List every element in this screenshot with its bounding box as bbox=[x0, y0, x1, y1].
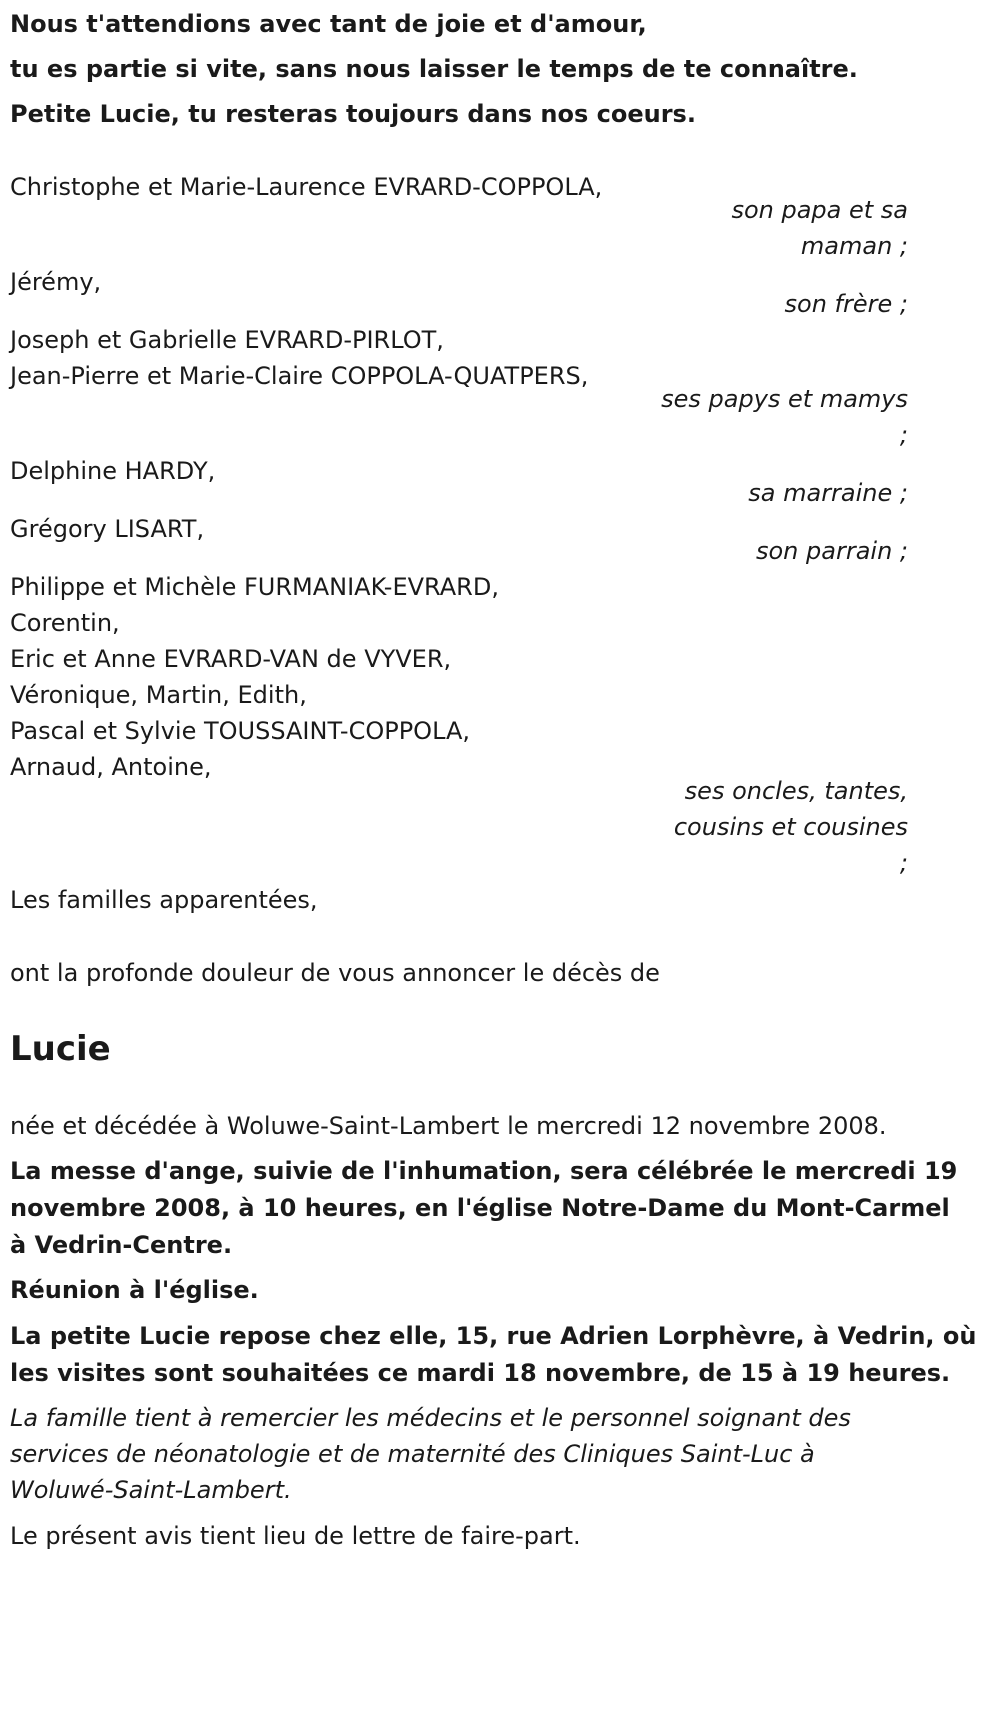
intro-line-1: Nous t'attendions avec tant de joie et d'amour, bbox=[10, 10, 647, 38]
meeting-info: Réunion à l'église. bbox=[10, 1276, 259, 1304]
relation-godfather: son parrain ; bbox=[755, 537, 908, 565]
related-families: Les familles apparentées, bbox=[10, 886, 318, 914]
relation-brother: son frère ; bbox=[784, 290, 908, 318]
family-names-godfather: Grégory LISART, bbox=[10, 515, 205, 543]
family-names-brother: Jérémy, bbox=[10, 268, 102, 296]
visits-info-line-2: les visites sont souhaitées ce mardi 18 novembre, de 15 à 19 heures. bbox=[10, 1359, 951, 1387]
thanks-line-3: Woluwé-Saint-Lambert. bbox=[10, 1476, 292, 1504]
birth-death-info: née et décédée à Woluwe-Saint-Lambert le mercredi 12 novembre 2008. bbox=[10, 1112, 887, 1140]
family-names-extended-3: Eric et Anne EVRARD-VAN de VYVER, bbox=[10, 645, 452, 673]
mass-info-line-1: La messe d'ange, suivie de l'inhumation, sera célébrée le mercredi 19 bbox=[10, 1157, 958, 1185]
family-names-extended-5: Pascal et Sylvie TOUSSAINT-COPPOLA, bbox=[10, 717, 471, 745]
relation-extended-line-3: ; bbox=[899, 849, 908, 877]
closing-statement: Le présent avis tient lieu de lettre de faire-part. bbox=[10, 1522, 581, 1550]
mass-info-line-2: novembre 2008, à 10 heures, en l'église Notre-Dame du Mont-Carmel bbox=[10, 1194, 950, 1222]
relation-parents-line-1: son papa et sa bbox=[731, 196, 908, 224]
family-names-extended-2: Corentin, bbox=[10, 609, 120, 637]
announcement: ont la profonde douleur de vous annoncer le décès de bbox=[10, 959, 660, 987]
relation-parents-line-2: maman ; bbox=[800, 232, 908, 260]
family-names-grandparents-2: Jean-Pierre et Marie-Claire COPPOLA-QUATPERS, bbox=[10, 362, 589, 390]
relation-extended-line-1: ses oncles, tantes, bbox=[684, 777, 908, 805]
intro-line-2: tu es partie si vite, sans nous laisser le temps de te connaître. bbox=[10, 55, 858, 83]
family-names-extended-1: Philippe et Michèle FURMANIAK-EVRARD, bbox=[10, 573, 499, 601]
relation-extended-line-2: cousins et cousines bbox=[673, 813, 908, 841]
family-names-grandparents-1: Joseph et Gabrielle EVRARD-PIRLOT, bbox=[10, 326, 444, 354]
visits-info-line-1: La petite Lucie repose chez elle, 15, rue Adrien Lorphèvre, à Vedrin, où bbox=[10, 1322, 977, 1350]
intro-line-3: Petite Lucie, tu resteras toujours dans nos coeurs. bbox=[10, 100, 696, 128]
family-names-extended-4: Véronique, Martin, Edith, bbox=[10, 681, 307, 709]
mass-info-line-3: à Vedrin-Centre. bbox=[10, 1231, 233, 1259]
family-names-parents: Christophe et Marie-Laurence EVRARD-COPPOLA, bbox=[10, 173, 603, 201]
family-names-extended-6: Arnaud, Antoine, bbox=[10, 753, 212, 781]
relation-godmother: sa marraine ; bbox=[748, 479, 908, 507]
deceased-name: Lucie bbox=[10, 1029, 111, 1069]
relation-grandparents-line-1: ses papys et mamys bbox=[661, 385, 908, 413]
thanks-line-2: services de néonatologie et de maternité des Cliniques Saint-Luc à bbox=[10, 1440, 815, 1468]
family-names-godmother: Delphine HARDY, bbox=[10, 457, 216, 485]
thanks-line-1: La famille tient à remercier les médecins et le personnel soignant des bbox=[10, 1404, 851, 1432]
relation-grandparents-line-2: ; bbox=[899, 421, 908, 449]
